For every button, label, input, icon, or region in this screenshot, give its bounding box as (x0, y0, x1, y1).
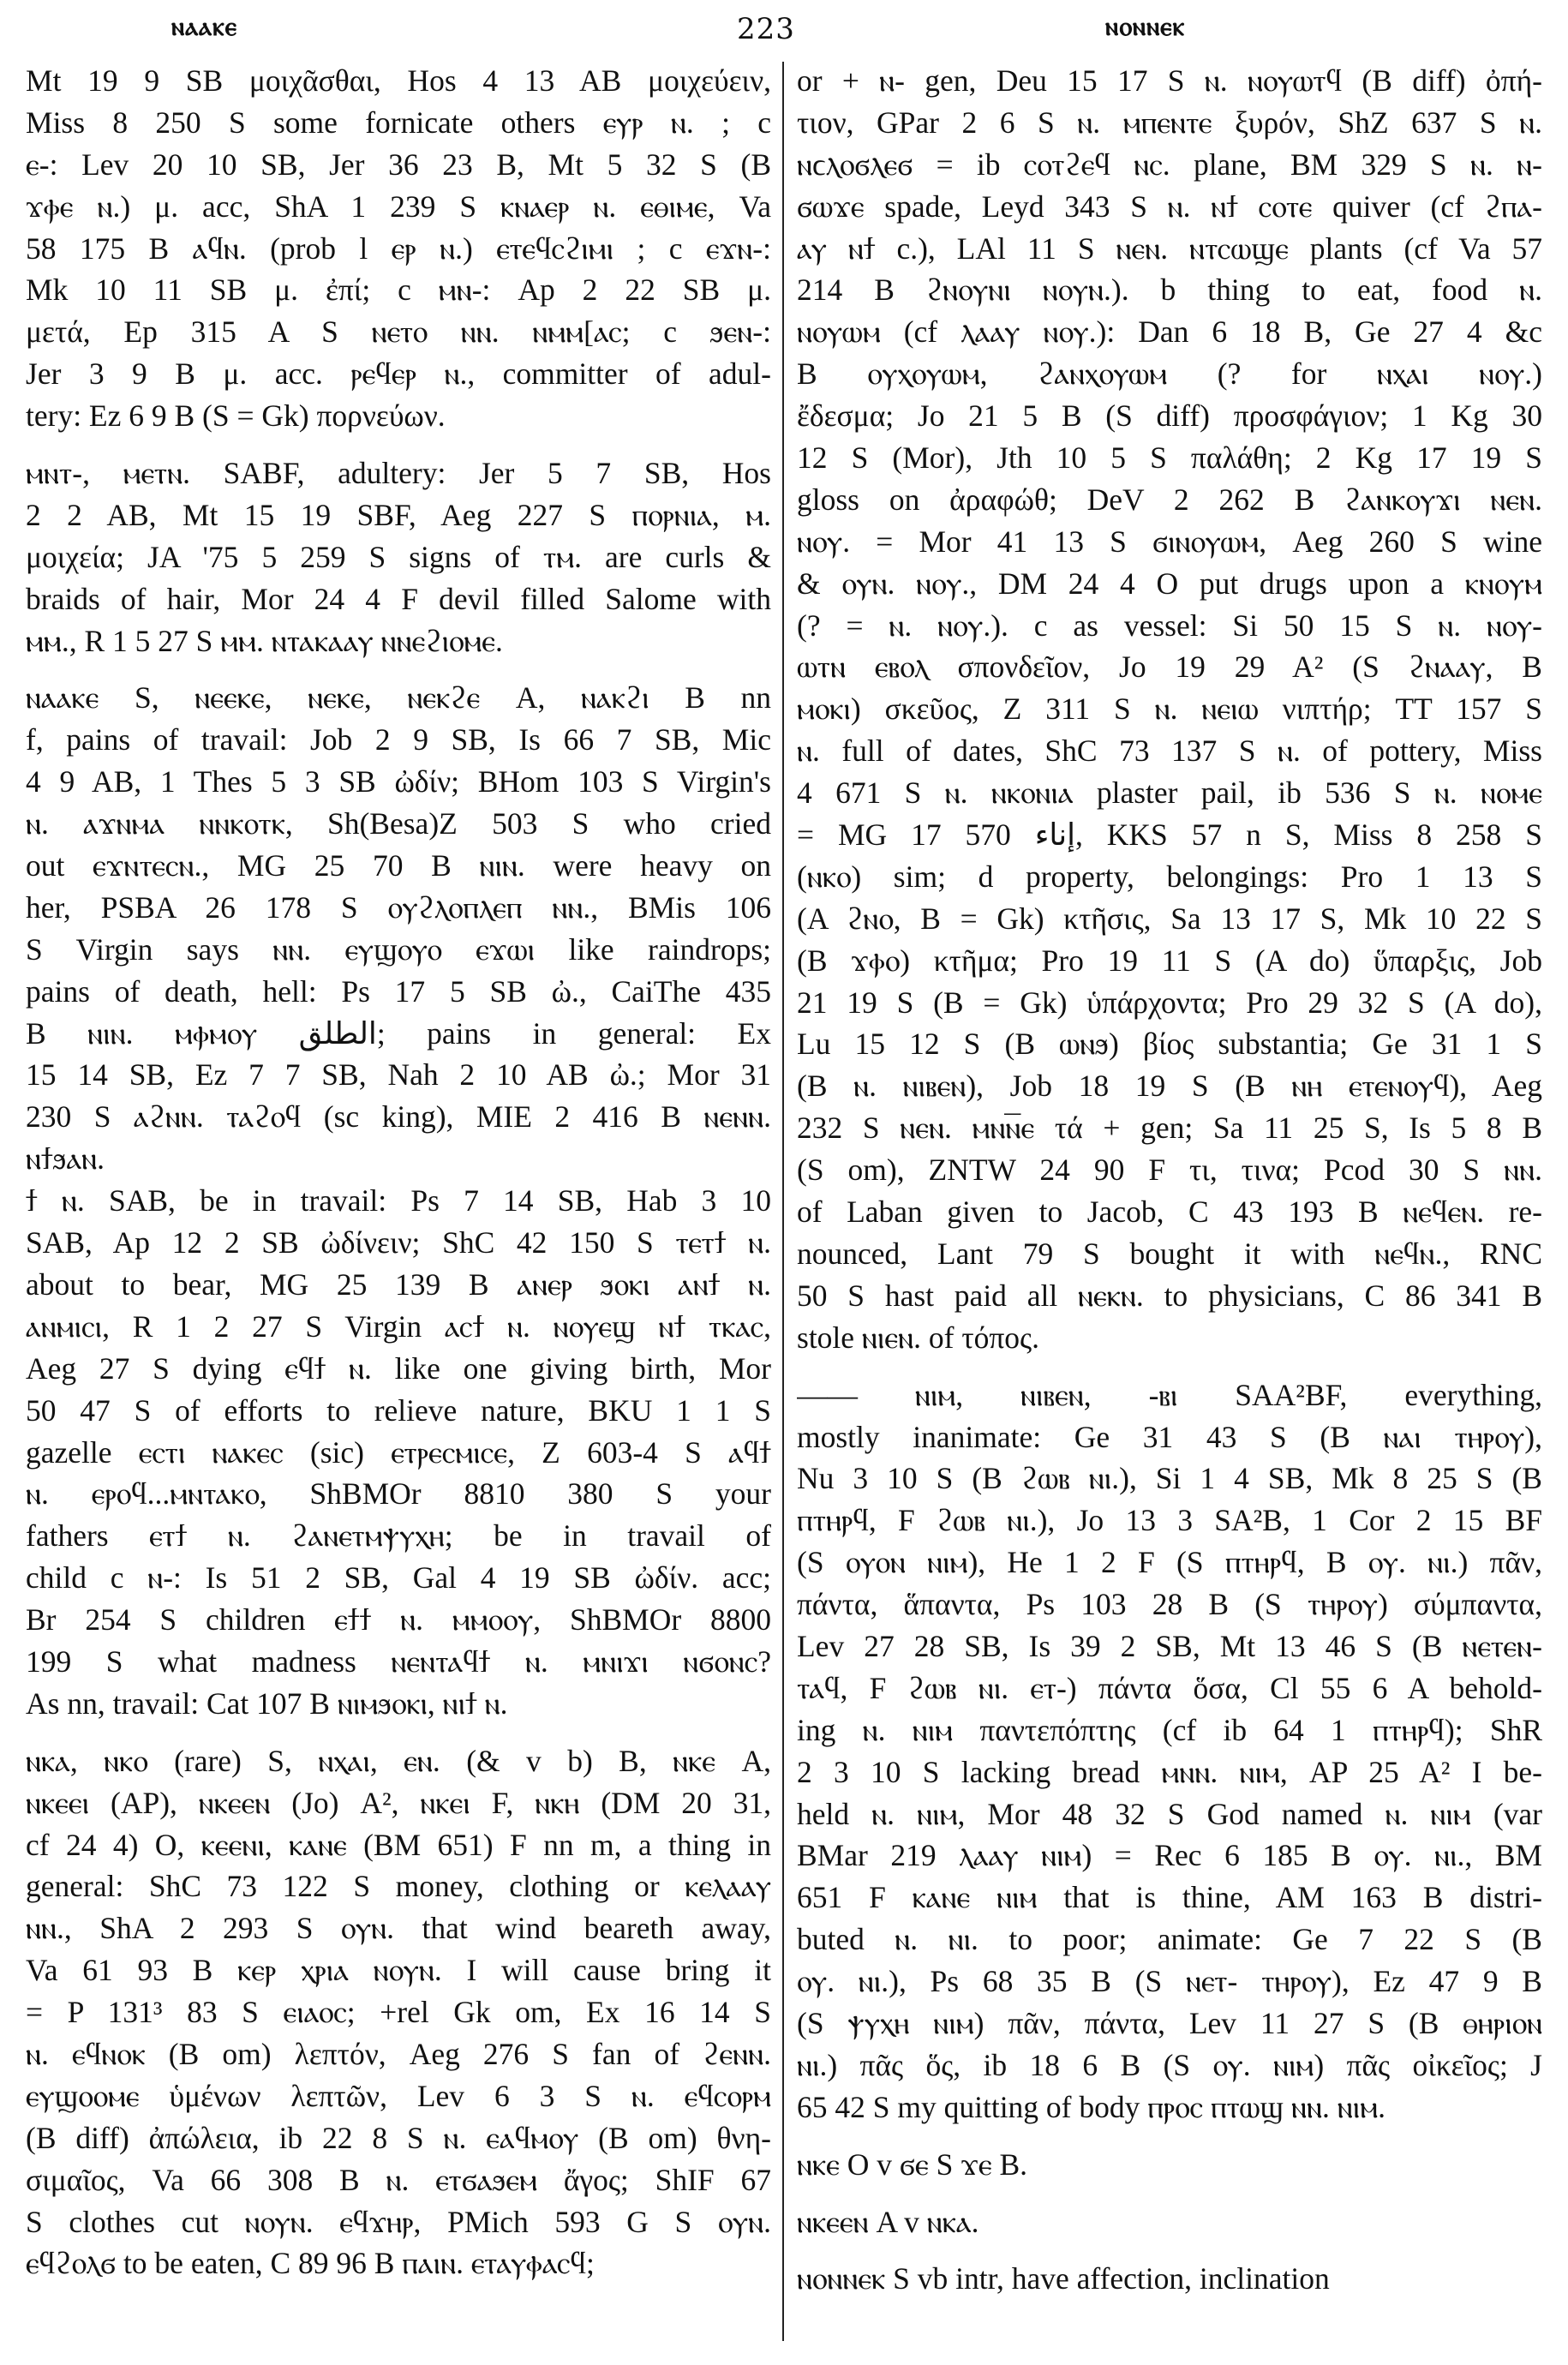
text-line: 12 S (Mor), Jth 10 5 S παλάθη; 2 Kg 17 19 S (797, 440, 1542, 476)
text-line: ⲁⲩ ⲛϯ c.), LAl 11 S ⲛⲉⲛ. ⲛⲧⲥⲱϣⲉ plants (cf Va 57 (797, 231, 1542, 266)
text-line: Va 61 93 B ⲕⲉⲣ ⲭⲣⲓⲁ ⲛⲟⲩⲛ. I will cause bring it (26, 1953, 771, 1988)
text-line: ⲧⲁϥ, F ϩⲱⲃ ⲛⲓ. ⲉⲧ-) πάντα ὅσα, Cl 55 6 A behold- (797, 1670, 1542, 1705)
text-line: or + ⲛ- gen, Deu 15 17 S ⲛ. ⲛⲟⲩⲱⲧϥ (B diff) ὀπή- (797, 63, 1542, 98)
text-line: ϫⲫⲉ ⲛ.) μ. acc, ShA 1 239 S ⲕⲛⲁⲉⲣ ⲛ. ⲉⲑⲓⲙⲉ, Va (26, 189, 771, 224)
entry-paragraph (797, 2144, 1542, 2186)
text-line: & ⲟⲩⲛ. ⲛⲟⲩ., DM 24 4 O put drugs upon a ⲕⲛⲟⲩⲙ (797, 566, 1542, 601)
page-number: 223 (737, 12, 795, 46)
text-line: μετά, Ep 315 A S ⲛⲉⲧⲟ ⲛⲛ. ⲛⲙⲙ[ⲁⲥ; c ϧⲉⲛ-: (26, 314, 771, 350)
text-line: child c ⲛ-: Is 51 2 SB, Gal 4 19 SB ὠδίν. acc; (26, 1560, 771, 1596)
entry-paragraph (797, 2258, 1542, 2300)
text-line: SAB, Ap 12 2 SB ὠδίνειν; ShC 42 150 S ⲧⲉⲧϯ ⲛ. (26, 1225, 771, 1260)
text-line: of Laban given to Jacob, C 43 193 B ⲛⲉϥⲉⲛ. re- (797, 1194, 1542, 1230)
text-line: gloss on ἀραφώθ; DeV 2 262 B ϩⲁⲛⲕⲟⲩϫⲓ ⲛⲉⲛ. (797, 482, 1542, 517)
entry-paragraph (26, 452, 771, 662)
entry-paragraph (26, 60, 771, 437)
text-line: ⲉϥϩⲟⲗϭ to be eaten, C 89 96 B ⲡⲁⲓⲛ. ⲉⲧⲁⲩⲫⲁⲥϥ; (26, 2246, 595, 2281)
text-line: (ⲛⲕⲟ) sim; d property, belongings: Pro 1 13 S (797, 859, 1542, 894)
text-line: 232 S ⲛⲉⲛ. ⲙⲛⲛ̅ⲉ τά + gen; Sa 11 25 S, Is 5 8 B (797, 1111, 1542, 1146)
text-line: Jer 3 9 B μ. acc. ⲣⲉϥⲉⲣ ⲛ., committer of adul- (26, 356, 771, 392)
text-line: 50 47 S of efforts to relieve nature, BKU 1 1 S (26, 1392, 771, 1428)
text-line: ⲙⲟⲕⲓ) σκεῦος, Z 311 S ⲛ. ⲛⲉⲓⲱ νιπτήρ; TT 157 S (797, 692, 1542, 727)
text-line: pains of death, hell: Ps 17 5 SB ὠ., CaiThe 435 (26, 973, 771, 1009)
text-line: —— ⲛⲓⲙ, ⲛⲓⲃⲉⲛ, -ⲃⲓ SAA²BF, everything, (797, 1377, 1542, 1412)
text-line: Miss 8 250 S some fornicate others ⲉⲩⲣ ⲛ. ; c (26, 105, 771, 140)
text-line: 58 175 B ⲁϥⲛ. (prob l ⲉⲣ ⲛ.) ⲉⲧⲉϥⲥϩⲓⲙⲓ ; c ⲉϫⲛ-: (26, 231, 771, 266)
text-line: about to bear, MG 25 139 B ⲁⲛⲉⲣ ϧⲟⲕⲓ ⲁⲛϯ ⲛ. (26, 1266, 771, 1302)
text-line: (B ϫⲫⲟ) κτῆμα; Pro 19 11 S (A do) ὕπαρξις, Job (797, 943, 1542, 978)
text-line: ⲛ. ⲉⲣⲟϥ...ⲙⲛⲧⲁⲕⲟ, ShBMOr 8810 380 S your (26, 1476, 771, 1512)
text-line: (S om), ZNTW 24 90 F τι, τινα; Pcod 30 S ⲛⲛ. (797, 1153, 1542, 1188)
column-divider (782, 62, 784, 2341)
text-line: 21 19 S (B = Gk) ὑπάρχοντα; Pro 29 32 S (A do), (797, 985, 1542, 1020)
text-line: = P 131³ 83 S ⲉⲓⲁⲟⲥ; +rel Gk om, Ex 16 14 S (26, 1995, 771, 2030)
text-line: ⲛⲁⲁⲕⲉ S, ⲛⲉⲉⲕⲉ, ⲛⲉⲕⲉ, ⲛⲉⲕϩⲉ A, ⲛⲁⲕϩⲓ B nn (26, 680, 771, 715)
text-line: (B diff) ἀπώλεια, ib 22 8 S ⲛ. ⲉⲁϥⲙⲟⲩ (B om) θνη- (26, 2120, 771, 2155)
text-line: ⲛ. ⲁϫⲛⲙⲁ ⲛⲛⲕⲟⲧⲕ, Sh(Besa)Z 503 S who cried (26, 806, 771, 841)
text-line: 230 S ⲁϩⲛⲛ. ⲧⲁϩⲟϥ (sc king), MIE 2 416 B ⲛⲉⲛⲛ. (26, 1099, 771, 1135)
text-line: τιον, GPar 2 6 S ⲛ. ⲙⲡⲉⲛⲧⲉ ξυρόν, ShZ 637 S ⲛ. (797, 105, 1542, 140)
text-line: ϭⲱϫⲉ spade, Leyd 343 S ⲛ. ⲛϯ ⲥⲟⲧⲉ quiver (cf ϩⲡⲁ- (797, 189, 1542, 224)
text-line: (S ⲟⲩⲟⲛ ⲛⲓⲙ), He 1 2 F (S ⲡⲧⲏⲣϥ, B ⲟⲩ. ⲛⲓ.) πᾶν, (797, 1545, 1542, 1580)
text-line: 65 42 S my quitting of body ⲡⲣⲟⲥ ⲡⲧⲱϣ ⲛⲛ. ⲛⲓⲙ. (797, 2089, 1386, 2124)
text-line: 4 671 S ⲛ. ⲛⲕⲟⲛⲓⲁ plaster pail, ib 536 S ⲛ. ⲛⲟⲙⲉ (797, 775, 1542, 811)
text-line: gazelle ⲉⲥⲧⲓ ⲛⲁⲕⲉⲥ (sic) ⲉⲧⲣⲉⲥⲙⲓⲥⲉ, Z 603-4 S ⲁϥϯ (26, 1434, 771, 1470)
running-header (0, 12, 1568, 46)
text-line: Nu 3 10 S (B ϩⲱⲃ ⲛⲓ.), Si 1 4 SB, Mk 8 25 S (B (797, 1461, 1542, 1496)
text-line: S clothes cut ⲛⲟⲩⲛ. ⲉϥϫⲏⲣ, PMich 593 G S ⲟⲩⲛ. (26, 2204, 771, 2239)
text-line: B ⲟⲩⲭⲟⲩⲱⲙ, ϩⲁⲛⲭⲟⲩⲱⲙ (? for ⲛⲭⲁⲓ ⲛⲟⲩ.) (797, 356, 1542, 392)
entry-paragraph (26, 1180, 771, 1725)
text-line: Lu 15 12 S (B ⲱⲛϧ) βίος substantia; Ge 31 1 S (797, 1027, 1542, 1062)
text-line: cf 24 4) O, ⲕⲉⲉⲛⲓ, ⲕⲁⲛⲉ (BM 651) F nn m, a thing in (26, 1827, 771, 1862)
text-line: 214 B ϩⲛⲟⲩⲛⲓ ⲛⲟⲩⲛ.). b thing to eat, food ⲛ. (797, 272, 1542, 308)
text-line: ⲛⲟⲩⲱⲙ (cf ⲗⲁⲁⲩ ⲛⲟⲩ.): Dan 6 18 B, Ge 27 4 &c (797, 314, 1542, 350)
text-line: ⲛⲕⲉ O v ϭⲉ S ϫⲉ B. (797, 2146, 1028, 2182)
text-line: ⲱⲧⲛ ⲉⲃⲟⲗ σπονδεῖον, Jo 19 29 A² (S ϩⲛⲁⲁⲩ, B (797, 650, 1542, 685)
text-line: Mt 19 9 SB μοιχᾶσθαι, Hos 4 13 AB μοιχεύειν, (26, 63, 771, 98)
text-line: Lev 27 28 SB, Is 39 2 SB, Mt 13 46 S (B ⲛⲉⲧⲉⲛ- (797, 1628, 1542, 1663)
text-line: ing ⲛ. ⲛⲓⲙ παντεπόπτης (cf ib 64 1 ⲡⲧⲏⲣϥ); ShR (797, 1712, 1542, 1747)
text-line: ⲛⲕⲁ, ⲛⲕⲟ (rare) S, ⲛⲭⲁⲓ, ⲉⲛ. (& v b) B, ⲛⲕⲉ A, (26, 1743, 771, 1778)
text-line: 2 3 10 S lacking bread ⲙⲛⲛ. ⲛⲓⲙ, AP 25 A² I be- (797, 1754, 1542, 1789)
text-line: general: ShC 73 122 S money, clothing or ⲕⲉⲗⲁⲁⲩ (26, 1869, 771, 1904)
text-line: ⲛϲⲗⲟϭⲗⲉϭ = ib ⲥⲟⲧϩⲉϥ ⲛⲥ. plane, BM 329 S ⲛ. ⲛ- (797, 147, 1542, 182)
text-line: 199 S what madness ⲛⲉⲛⲧⲁϥϯ ⲛ. ⲙⲛⲓϫⲓ ⲛϭⲟⲛⲥ? (26, 1644, 771, 1679)
text-line: ἔδεσμα; Jo 21 5 B (S diff) προσφάγιον; 1 Kg 30 (797, 398, 1542, 434)
text-line: (S ⲯⲩⲭⲏ ⲛⲓⲙ) πᾶν, πάντα, Lev 11 27 S (B ⲑⲏⲣⲓⲟⲛ (797, 2005, 1542, 2040)
text-line: out ⲉϫⲛⲧⲉⲥⲛ., MG 25 70 B ⲛⲓⲛ. were heavy on (26, 848, 771, 883)
text-line: stole ⲛⲓⲉⲛ. of τόπος. (797, 1320, 1039, 1355)
text-line: 50 S hast paid all ⲛⲉⲕⲛ. to physicians, C 86 341 B (797, 1278, 1542, 1313)
text-line: ⲛⲓ.) πᾶς ὅς, ib 18 6 B (S ⲟⲩ. ⲛⲓⲙ) πᾶς οἰκεῖος; J (797, 2047, 1542, 2082)
text-line: ⲛϯϧⲁⲛ. (26, 1141, 105, 1177)
text-line: 651 F ⲕⲁⲛⲉ ⲛⲓⲙ that is thine, AM 163 B distri- (797, 1880, 1542, 1915)
text-line: ⲙⲛⲧ-, ⲙⲉⲧⲛ. SABF, adultery: Jer 5 7 SB, Hos (26, 456, 771, 491)
text-line: (A ϩⲛⲟ, B = Gk) κτῆσις, Sa 13 17 S, Mk 10 22 S (797, 901, 1542, 936)
text-line: held ⲛ. ⲛⲓⲙ, Mor 48 32 S God named ⲛ. ⲛⲓⲙ (var (797, 1796, 1542, 1831)
text-line: Br 254 S children ⲉϯϯ ⲛ. ⲙⲙⲟⲟⲩ, ShBMOr 8800 (26, 1602, 771, 1638)
text-line: ⲡⲧⲏⲣϥ, F ϩⲱⲃ ⲛⲓ.), Jo 13 3 SA²B, 1 Cor 2 15 BF (797, 1503, 1542, 1538)
entry-paragraph (797, 2201, 1542, 2243)
text-line: her, PSBA 26 178 S ⲟⲩϩⲗⲟⲡⲗⲉⲡ ⲛⲛ., BMis 106 (26, 889, 771, 925)
text-line: braids of hair, Mor 24 4 F devil filled Salome with (26, 581, 771, 616)
text-line: ⲁⲛⲙⲓⲥⲓ, R 1 2 27 S Virgin ⲁⲥϯ ⲛ. ⲛⲟⲩⲉϣ ⲛϯ ⲧⲕⲁⲥ, (26, 1308, 771, 1344)
text-line: = MG 17 570 إناء, KKS 57 n S, Miss 8 258 S (797, 817, 1542, 853)
text-line: ⲟⲩ. ⲛⲓ.), Ps 68 35 B (S ⲛⲉⲧ- ⲧⲏⲣⲟⲩ), Ez 47 9 B (797, 1964, 1542, 1999)
entry-paragraph (797, 60, 1542, 1359)
text-line: tery: Ez 6 9 B (S = Gk) πορνεύων. (26, 398, 446, 434)
left-column (26, 60, 771, 2284)
text-line: Mk 10 11 SB μ. ἐπί; c ⲙⲛ-: Ap 2 22 SB μ. (26, 272, 771, 308)
entry-paragraph (26, 677, 771, 1180)
text-line: ⲛⲟⲩ. = Mor 41 13 S ϭⲓⲛⲟⲩⲱⲙ, Aeg 260 S wine (797, 524, 1542, 559)
text-line: ⲛ. ⲉϥⲛⲟⲕ (B om) λεπτόν, Aeg 276 S fan of ϩⲉⲛⲛ. (26, 2036, 771, 2071)
entry-paragraph (797, 1374, 1542, 2128)
text-line: ⲛⲛ., ShA 2 293 S ⲟⲩⲛ. that wind beareth away, (26, 1911, 771, 1946)
text-line: S Virgin says ⲛⲛ. ⲉⲩϣⲟⲩⲟ ⲉϫⲱⲓ like raindrops; (26, 931, 771, 967)
text-line: ⲛⲕⲉⲉⲓ (AP), ⲛⲕⲉⲉⲛ (Jo) A², ⲛⲕⲉⲓ F, ⲛⲕⲏ (DM 20 31, (26, 1785, 771, 1820)
text-line: mostly inanimate: Ge 31 43 S (B ⲛⲁⲓ ⲧⲏⲣⲟⲩ), (797, 1419, 1542, 1454)
text-line: ⲙⲙ., R 1 5 27 S ⲙⲙ. ⲛⲧⲁⲕⲁⲁⲩ ⲛⲛⲉϩⲓⲟⲙⲉ. (26, 623, 503, 658)
text-line: (? = ⲛ. ⲛⲟⲩ.). c as vessel: Si 50 15 S ⲛ. ⲛⲟⲩ- (797, 608, 1542, 643)
text-line: (B ⲛ. ⲛⲓⲃⲉⲛ), Job 18 19 S (B ⲛⲏ ⲉⲧⲉⲛⲟⲩϥ), Aeg (797, 1069, 1542, 1104)
left-headword: ⲛⲁⲁⲕⲉ (171, 12, 238, 42)
text-line: 4 9 AB, 1 Thes 5 3 SB ὠδίν; BHom 103 S Virgin's (26, 764, 771, 799)
text-line: B ⲛⲓⲛ. ⲙⲫⲙⲟⲩ الطلق; pains in general: Ex (26, 1015, 771, 1051)
text-line: buted ⲛ. ⲛⲓ. to poor; animate: Ge 7 22 S (B (797, 1922, 1542, 1957)
text-line: ⲉ-: Lev 20 10 SB, Jer 36 23 B, Mt 5 32 S (B (26, 147, 771, 182)
text-line: ⲉⲩϣⲟⲟⲙⲉ ὑμένων λεπτῶν, Lev 6 3 S ⲛ. ⲉϥⲥⲟⲣⲙ (26, 2078, 771, 2113)
text-line: 2 2 AB, Mt 15 19 SBF, Aeg 227 S ⲡⲟⲣⲛⲓⲁ, ⲙ. (26, 497, 771, 532)
text-line: BMar 219 ⲗⲁⲁⲩ ⲛⲓⲙ) = Rec 6 185 B ⲟⲩ. ⲛⲓ., BM (797, 1838, 1542, 1873)
text-line: nounced, Lant 79 S bought it with ⲛⲉϥⲛ., RNC (797, 1236, 1542, 1271)
right-column (797, 60, 1542, 2300)
entry-paragraph (26, 1740, 771, 2285)
text-line: ⲛⲕⲉⲉⲛ A v ⲛⲕⲁ. (797, 2204, 979, 2239)
text-line: πάντα, ἅπαντα, Ps 103 28 B (S ⲧⲏⲣⲟⲩ) σύμπαντα, (797, 1587, 1542, 1622)
text-line: ϯ ⲛ. SAB, be in travail: Ps 7 14 SB, Hab 3 10 (26, 1183, 771, 1218)
text-line: Aeg 27 S dying ⲉϥϯ ⲛ. like one giving birth, Mor (26, 1350, 771, 1386)
text-line: σιμαῖος, Va 66 308 B ⲛ. ⲉⲧϭⲁϧⲉⲙ ἄγος; ShIF 67 (26, 2162, 771, 2197)
text-line: 15 14 SB, Ez 7 7 SB, Nah 2 10 AB ὠ.; Mor 31 (26, 1057, 771, 1093)
text-line: f, pains of travail: Job 2 9 SB, Is 66 7 SB, Mic (26, 722, 771, 757)
text-line: μοιχεία; JA '75 5 259 S signs of ⲧⲙ. are curls & (26, 539, 771, 574)
text-line: fathers ⲉⲧϯ ⲛ. ϩⲁⲛⲉⲧⲙⲯⲩⲭⲏ; be in travail of (26, 1518, 771, 1554)
text-line: As nn, travail: Cat 107 B ⲛⲓⲙϧⲟⲕⲓ, ⲛⲓϯ ⲛ. (26, 1685, 508, 1721)
text-line: ⲛ. full of dates, ShC 73 137 S ⲛ. of pottery, Miss (797, 733, 1542, 769)
right-headword: ⲛⲟⲛⲛⲉⲕ (1105, 12, 1186, 42)
text-line: ⲛⲟⲛⲛⲉⲕ S vb intr, have affection, inclination (797, 2261, 1330, 2296)
